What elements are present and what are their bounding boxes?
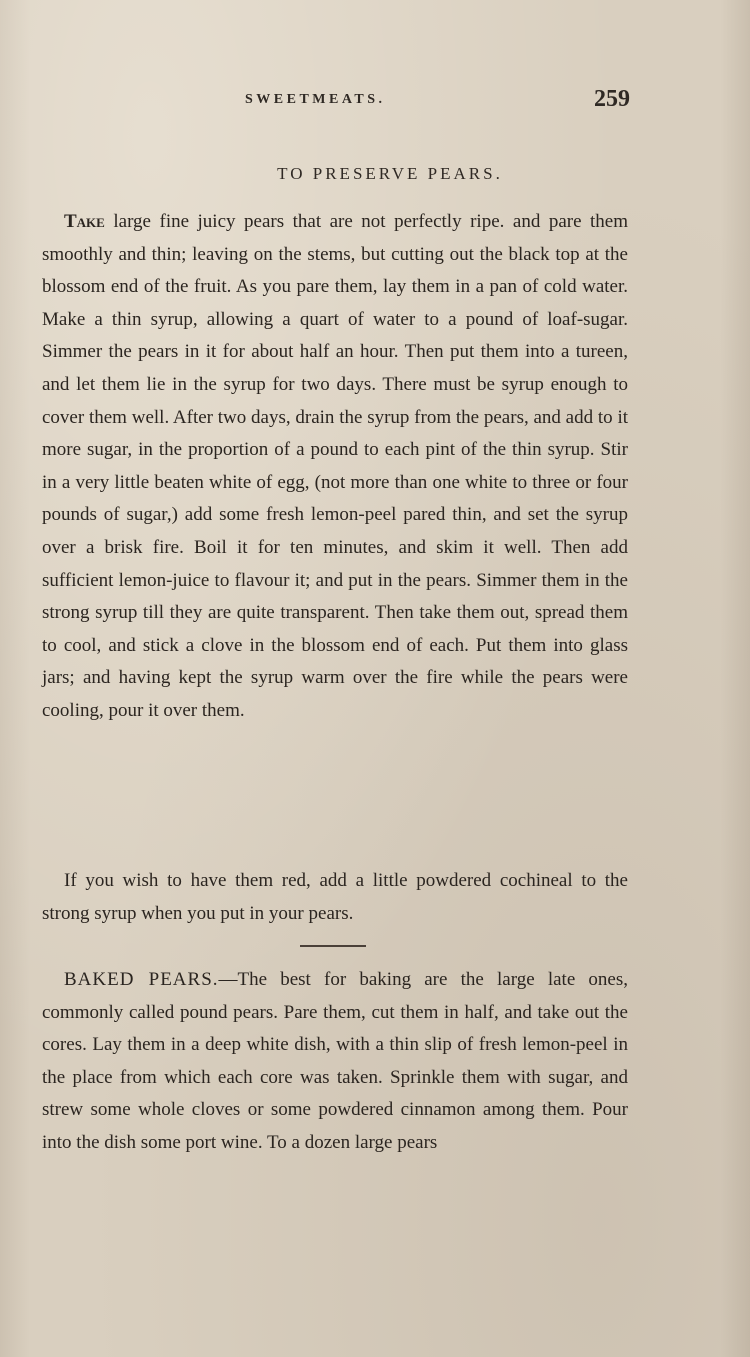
recipe-paragraph [42,964,628,1160]
note-paragraph: If you wish to have them red, add a little powdered cochineal to the strong syrup when you put in your pears. [42,870,628,924]
section-title: TO PRESERVE PEARS. [277,164,503,183]
recipe-heading: BAKED PEARS. [64,969,219,990]
recipe-preserve-pears [42,206,628,728]
paragraph-text: large fine juicy pears that are not perfectly ripe. and pare them smoothly and thin; leaving on the stems, but cutting out the black top at the blossom end of the fruit. As you pare them, lay them in a pan of cold water. Make a thin syrup, allowing a quart of water to a pound of loaf-sugar. Simmer the pears in it for about half an hour. Then put them into a tureen, and let them lie in the syrup for two days. There must be syrup enough to cover them well. After two days, drain the syrup from the pears, and add to it more sugar, in the proportion of a pound to each pint of the thin syrup. Stir in a very little beaten white of egg, (not more than one white to three or four pounds of sugar,) add some fresh lemon-peel pared thin, and set the syrup over a brisk fire. Boil it for ten minutes, and skim it well. Then add sufficient lemon-juice to flavour it; and put in the pears. Simmer them in the strong syrup till they are quite transparent. Then take them out, spread them to cool, and stick a clove in the blossom end of each. Put them into glass jars; and having kept the syrup warm over the fire while the pears were cooling, pour it over them. [42,211,629,721]
recipe-paragraph [42,206,628,728]
recipe-note [42,865,628,930]
running-head [40,86,630,122]
section-divider [300,945,366,947]
paragraph-text: —The best for baking are the large late ones, commonly called pound pears. Pare them, cut them in half, and take out the cores. Lay them in a deep white dish, with a thin slip of fresh lemon-peel in the place from which each core was taken. Sprinkle them with sugar, and strew some whole cloves or some powdered cinnamon among them. Pour into the dish some port wine. To a dozen large pears [42,969,629,1153]
page-number: 259 [594,86,630,112]
recipe-baked-pears [42,964,628,1160]
running-title: SWEETMEATS. [245,92,386,107]
lead-word: Take [64,211,105,232]
